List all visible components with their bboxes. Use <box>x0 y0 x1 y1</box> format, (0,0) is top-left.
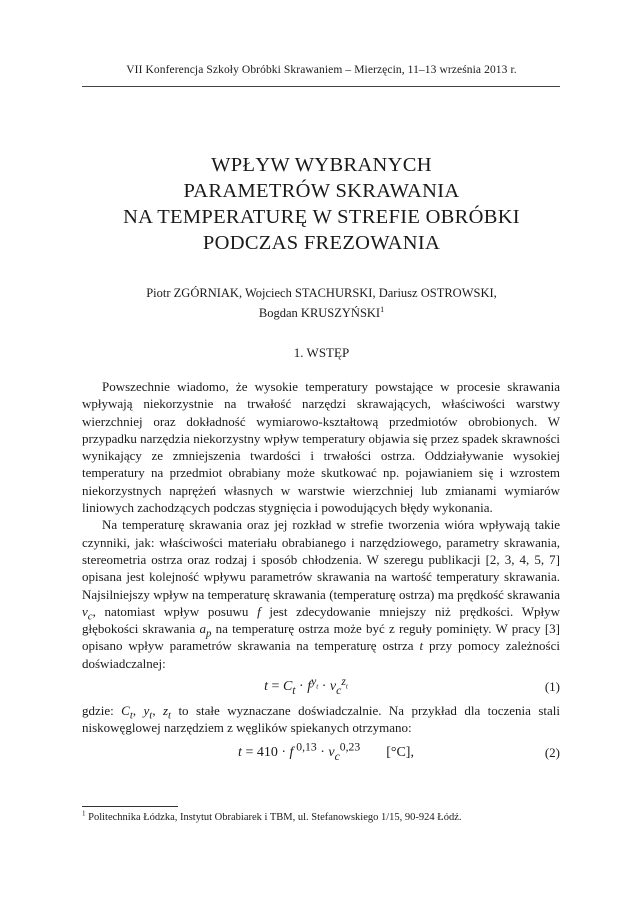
symbol-vc: $v_c$ <box>82 603 93 623</box>
authors-line-1: Piotr ZGÓRNIAK, Wojciech STACHURSKI, Dariusz OSTROWSKI, <box>146 286 497 300</box>
running-header: VII Konferencja Szkoły Obróbki Skrawaniem – Mierzęcin, 11–13 września 2013 r. <box>126 64 517 76</box>
equation-1-formula: $t = C_t \cdot f^{y_t} \cdot v_c^{z_t}$ <box>264 674 348 698</box>
equation-2-unit: [°C], <box>386 744 414 760</box>
symbol-ct: $C_t$ <box>121 703 133 722</box>
authors-line-2 <box>60 303 583 323</box>
paragraph-1: Powszechnie wiadomo, że wysokie temperatury powstające w procesie skrawania wpływają niekorzystnie na trwałość narzędzi skrawających, właściwości warstwy wierzchniej oraz dokładność wymiarowo-kształtową przedmiotów obrobionych. W przypadku narzędzia niekorzystny wpływ temperatury objawia się przez spadek skrawności wynikający ze zmniejszenia twardości i trwałości ostrza. Oddziaływanie wysokiej temperatury na przedmiot obrabiany może skutkować np. pojawianiem się i wzrostem niekorzystnych naprężeń własnych w warstwie wierzchniej lub zmianami wymiarów liniowych zachodzących podczas stygnięcia i powodujących błędy wykonania. <box>82 379 560 516</box>
title-line-4: PODCZAS FREZOWANIA <box>202 232 441 254</box>
symbol-zt: $z_t$ <box>162 703 172 722</box>
footnote-mark: 1 <box>82 809 86 818</box>
equation-1 <box>82 675 560 699</box>
footnote-rule <box>82 806 178 807</box>
paragraph-3: gdzie: $C_t$, $y_t$, $z_t$ to stałe wyznaczane doświadczalnie. Na przykład dla toczenia stali niskowęglowej narzędziem z węglików spiekanych otrzymano: <box>82 703 560 736</box>
equation-2-number: (2) <box>544 744 560 760</box>
header-rule <box>82 86 560 87</box>
symbol-t: t <box>419 638 424 654</box>
equation-2-formula: t = 410 · f $^{0,13} \cdot v_c^{0,23}$ [°C], <box>238 740 414 763</box>
footnote-text: Politechnika Łódzka, Instytut Obrabiarek i TBM, ul. Stefanowskiego 1/15, 90-924 Łódź. <box>85 812 462 823</box>
symbol-f: f <box>257 603 261 619</box>
equation-2 <box>82 740 560 766</box>
title-line-2: PARAMETRÓW SKRAWANIA <box>183 180 460 202</box>
author-list <box>60 283 583 323</box>
symbol-ap: $a_p$ <box>199 621 212 640</box>
body-text <box>82 378 560 769</box>
paragraph-2: Na temperaturę skrawania oraz jej rozkład w strefie tworzenia wióra wpływają takie czynniki, jak: właściwości materiału obrabianego i narzędziowego, parametry skrawania, stereometria ostrza oraz rodzaj i sposób chłodzenia. W szeregu publikacji [2, 3, 4, 5, 7] opisana jest kolejność wpływu parametrów skrawania na wartość temperatury skrawania. Najsilniejszy wpływ na temperaturę skrawania (temperaturę ostrza) ma prędkość skrawania $v_c$, natomiast wpływ posuwu f jest zdecydowanie mniejszy niż prędkości. Wpływ głębokości skrawania $a_p$ na temperaturę ostrza może być z reguły pominięty. W pracy [3] opisano wpływ parametrów skrawania na temperaturę ostrza t przy pomocy zależności doświadczalnej: <box>82 517 561 671</box>
author-name: Bogdan KRUSZYŃSKI <box>258 306 381 320</box>
paper-title <box>60 152 583 256</box>
author-footnote-mark: 1 <box>380 304 385 314</box>
equation-1-number: (1) <box>544 679 560 695</box>
title-line-3: NA TEMPERATURĘ W STREFIE OBRÓBKI <box>123 206 520 228</box>
symbol-yt: $y_t$ <box>143 703 153 722</box>
footnote <box>82 809 560 823</box>
section-heading: 1. WSTĘP <box>293 345 350 360</box>
title-line-1: WPŁYW WYBRANYCH <box>211 154 432 176</box>
